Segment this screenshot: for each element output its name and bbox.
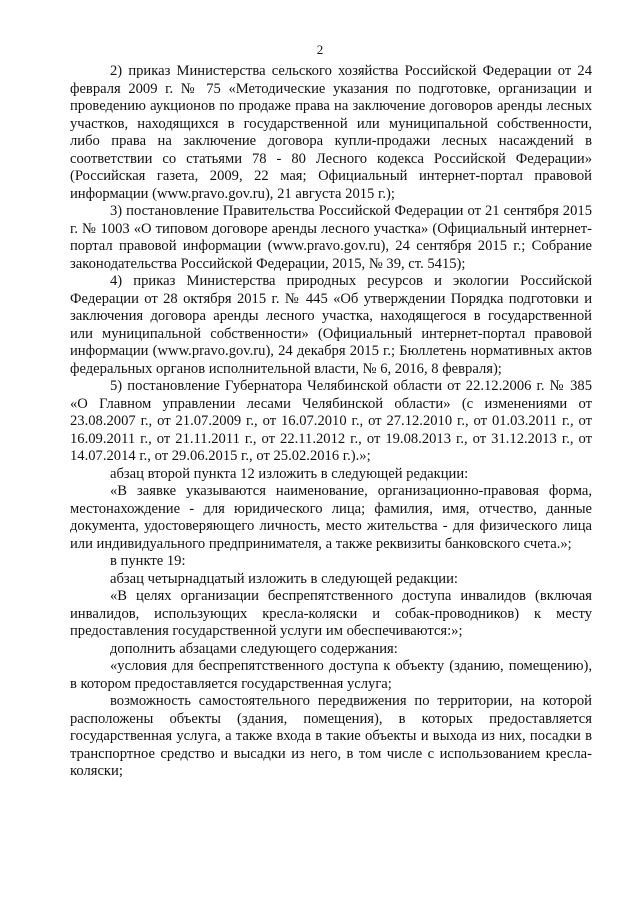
document-body — [70, 63, 592, 781]
paragraph-clause-19-intro: в пункте 19: — [110, 553, 186, 569]
paragraph-item-3-resolution: 3) постановление Правительства Российской Федерации от 21 сентября 2015 г. № 1003 «О типовом договоре аренды лесного участка» (Официальный интернет-портал правовой информации (www.pravo.gov.ru), 24 сентября 2015 г.; Собрание законодательства Российской Федерации, 2015, № 39, ст. 5415); — [70, 203, 592, 272]
paragraph-clause-12-intro: абзац второй пункта 12 изложить в следующей редакции: — [110, 465, 469, 482]
paragraph-item-4-order: 4) приказ Министерства природных ресурсов и экологии Российской Федерации от 28 октября 2015 г. № 445 «Об утверждении Порядка подготовки и заключения договора аренды лесного участка, находящегося в государственной или муниципальной собственности» (Официальный интернет-портал правовой информации (www.pravo.gov.ru), 24 декабря 2015 г.; Бюллетень нормативных актов федеральных органов исполнительной власти, № 6, 2016, 8 февраля); — [70, 273, 592, 377]
paragraph-item-2-order: 2) приказ Министерства сельского хозяйства Российской Федерации от 24 февраля 2009 г. № 75 «Методические указания по подготовке, организации и проведению аукционов по продаже права на заключение договоров аренды лесных участков, находящихся в государственной или муниципальной собственности, либо права на заключение договора купли-продажи лесных насаждений в соответствии со статьями 78 - 80 Лесного кодекса Российской Федерации» (Российская газета, 2009, 22 мая; Официальный интернет-портал правовой информации (www.pravo.gov.ru), 21 августа 2015 г.); — [70, 63, 592, 202]
paragraph-fourteenth-text: «В целях организации беспрепятственного доступа инвалидов (включая инвалидов, использующих кресла-коляски и собак-проводников) к месту предоставления государственной услуги им обеспечиваются:»; — [70, 588, 592, 639]
paragraph-additions-intro: дополнить абзацами следующего содержания: — [110, 640, 398, 657]
paragraph-fourteenth-intro: абзац четырнадцатый изложить в следующей редакции: — [110, 570, 458, 587]
paragraph-conditions-access: «условия для беспрепятственного доступа к объекту (зданию, помещению), в котором предоставляется государственная услуга; — [70, 658, 592, 692]
page-number: 2 — [316, 42, 324, 57]
paragraph-clause-12-text: «В заявке указываются наименование, организационно-правовая форма, местонахождение - для юридического лица; фамилия, имя, отчество, данные документа, удостоверяющего личность, место жительства - для физического лица или индивидуального предпринимателя, а также реквизиты банковского счета.»; — [70, 483, 592, 552]
paragraph-item-5-resolution: 5) постановление Губернатора Челябинской области от 22.12.2006 г. № 385 «О Главном управлении лесами Челябинской области» (с изменениями от 23.08.2007 г., от 21.07.2009 г., от 16.07.2010 г., от 27.12.2010 г., от 01.03.2011 г., от 16.09.2011 г., от 21.11.2011 г., от 22.11.2012 г., от 19.08.2013 г., от 31.12.2013 г., от 14.07.2014 г., от 29.06.2015 г., от 25.02.2016 г.).»; — [70, 378, 592, 464]
paragraph-movement-possibility: возможность самостоятельного передвижения по территории, на которой расположены объекты (здания, помещения), в которых предоставляется государственная услуга, а также входа в такие объекты и выхода из них, посадки в транспортное средство и высадки из него, в том числе с использованием кресла-коляски; — [70, 693, 592, 779]
